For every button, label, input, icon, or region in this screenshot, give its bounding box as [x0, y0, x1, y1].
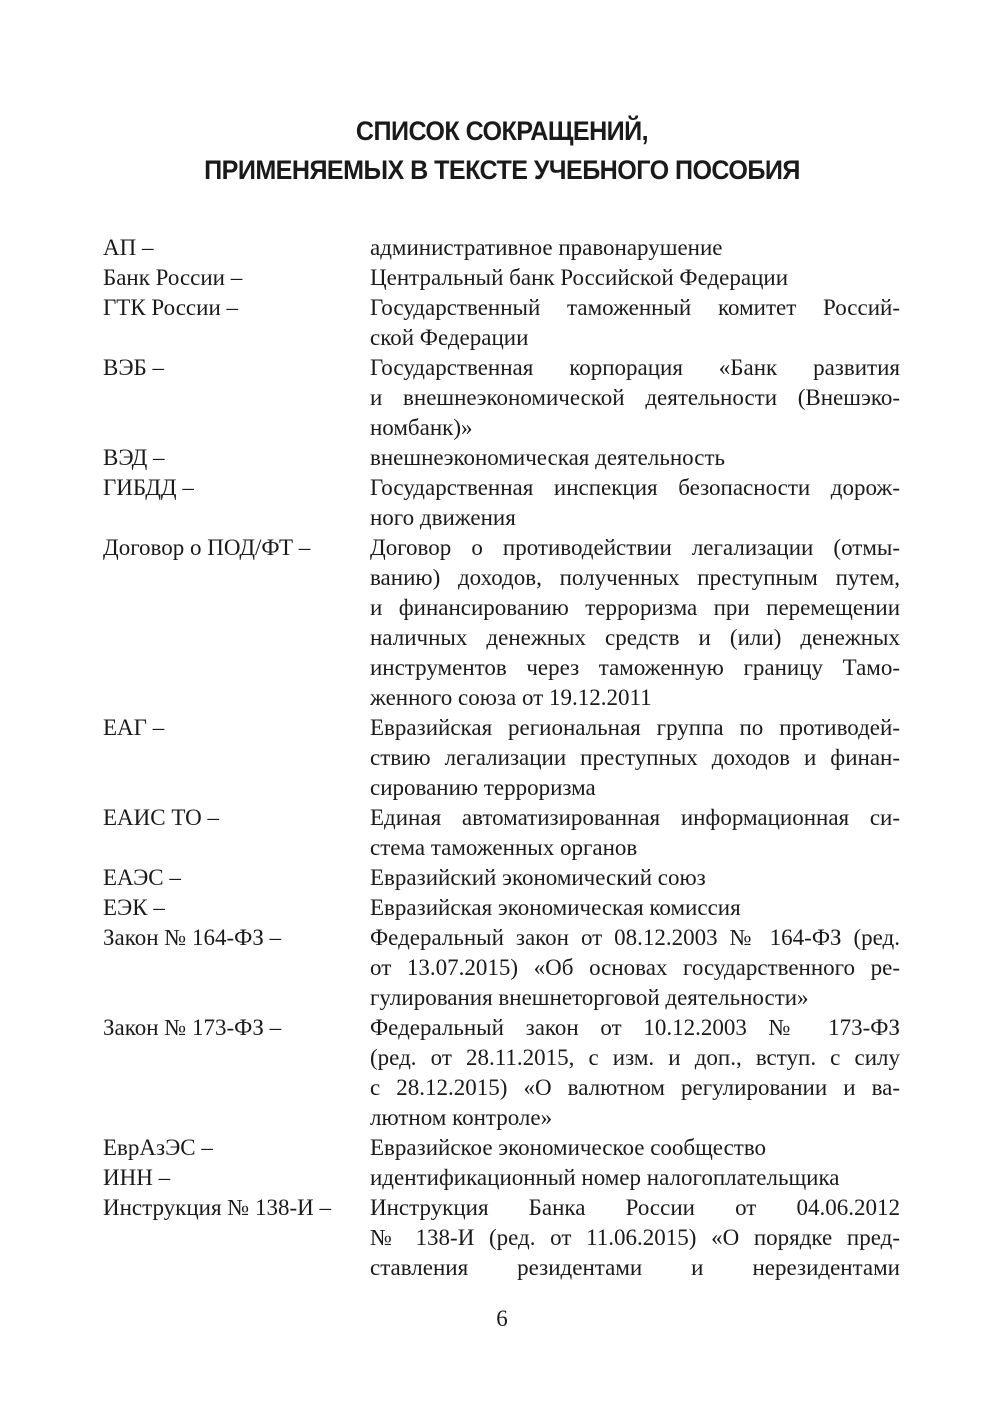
- definition-line: Федеральный закон от 08.12.2003 № 164-ФЗ (ред.: [370, 925, 900, 950]
- abbreviation-entry: [103, 1013, 900, 1133]
- abbreviation-term: Банк России –: [103, 265, 243, 290]
- abbreviation-definition: [370, 263, 900, 293]
- abbreviation-entry: [103, 863, 900, 893]
- abbreviation-definition: [370, 443, 900, 473]
- definition-line: Государственный таможенный комитет Россий-: [370, 295, 900, 320]
- definition-line: от 13.07.2015) «Об основах государственного ре-: [370, 955, 900, 980]
- abbreviation-term: ЕАИС ТО –: [103, 805, 219, 830]
- definition-line: ставления резидентами и нерезидентами: [370, 1255, 900, 1280]
- definition-line: Евразийский экономический союз: [370, 865, 706, 890]
- abbreviation-definition: [370, 233, 900, 263]
- abbreviation-definition: [370, 1013, 900, 1133]
- abbreviation-entry: [103, 293, 900, 353]
- definition-line: Евразийское экономическое сообщество: [370, 1135, 767, 1160]
- definition-line: административное правонарушение: [370, 235, 723, 260]
- definition-line: стема таможенных органов: [370, 835, 638, 860]
- definition-line: Центральный банк Российской Федерации: [370, 265, 789, 290]
- definition-line: и внешнеэкономической деятельности (Внешэко-: [370, 385, 900, 410]
- abbreviation-term: ВЭБ –: [103, 355, 164, 380]
- abbreviation-definition: [370, 923, 900, 1013]
- abbreviation-definition: [370, 293, 900, 353]
- abbreviation-term: Закон № 173-ФЗ –: [103, 1015, 282, 1040]
- definition-line: Инструкция Банка России от 04.06.2012: [370, 1195, 900, 1220]
- definition-line: № 138-И (ред. от 11.06.2015) «О порядке пред-: [370, 1225, 900, 1250]
- definition-line: инструментов через таможенную границу Тамо-: [370, 655, 900, 680]
- definition-line: гулирования внешнеторговой деятельности»: [370, 985, 809, 1010]
- abbreviation-entry: [103, 533, 900, 713]
- definition-line: сированию терроризма: [370, 775, 596, 800]
- abbreviation-term: ЕАЭС –: [103, 865, 181, 890]
- abbreviation-definition: [370, 1133, 900, 1163]
- abbreviation-definition: [370, 1163, 900, 1193]
- definition-line: идентификационный номер налогоплательщика: [370, 1165, 840, 1190]
- definition-line: номбанк)»: [370, 415, 473, 440]
- definition-line: ного движения: [370, 505, 516, 530]
- abbreviation-entry: [103, 233, 900, 263]
- abbreviation-entry: [103, 1163, 900, 1193]
- definition-line: наличных денежных средств и (или) денежных: [370, 625, 900, 650]
- abbreviation-term: ВЭД –: [103, 445, 165, 470]
- definition-line: Евразийская экономическая комиссия: [370, 895, 741, 920]
- abbreviation-definition: [370, 893, 900, 923]
- abbreviation-definition: [370, 713, 900, 803]
- abbreviation-entry: [103, 803, 900, 863]
- abbreviation-definition: [370, 353, 900, 443]
- abbreviation-term: ЕЭК –: [103, 895, 165, 920]
- abbreviation-entry: [103, 473, 900, 533]
- abbreviation-term: ЕврАзЭС –: [103, 1135, 213, 1160]
- definition-line: ванию) доходов, полученных преступным путем,: [370, 565, 900, 590]
- definition-line: Единая автоматизированная информационная си-: [370, 805, 900, 830]
- abbreviation-entry: [103, 443, 900, 473]
- definition-line: и финансированию терроризма при перемещении: [370, 595, 900, 620]
- abbreviation-entry: [103, 353, 900, 443]
- definition-line: женного союза от 19.12.2011: [370, 685, 652, 710]
- abbreviation-term: ЕАГ –: [103, 715, 165, 740]
- abbreviation-term: Договор о ПОД/ФТ –: [103, 535, 311, 560]
- page-title-line-1: СПИСОК СОКРАЩЕНИЙ,: [355, 116, 649, 146]
- abbreviation-term: ИНН –: [103, 1165, 171, 1190]
- page-title-line-2: ПРИМЕНЯЕМЫХ В ТЕКСТЕ УЧЕБНОГО ПОСОБИЯ: [204, 155, 800, 185]
- definition-line: с 28.12.2015) «О валютном регулировании и ва-: [370, 1075, 900, 1100]
- abbreviation-definition: [370, 863, 900, 893]
- abbreviation-entry: [103, 1133, 900, 1163]
- definition-line: Договор о противодействии легализации (отмы-: [370, 535, 900, 560]
- abbreviation-definition: [370, 803, 900, 863]
- abbreviation-term: Инструкция № 138-И –: [103, 1195, 331, 1220]
- page-title: [35, 112, 969, 190]
- page-number: 6: [496, 1306, 508, 1331]
- abbreviation-entry: [103, 893, 900, 923]
- abbreviation-term: ГИБДД –: [103, 475, 194, 500]
- definition-line: Государственная инспекция безопасности дорож-: [370, 475, 900, 500]
- abbreviation-list: [103, 233, 900, 1283]
- abbreviation-entry: [103, 713, 900, 803]
- definition-line: Евразийская региональная группа по противодей-: [370, 715, 900, 740]
- abbreviation-definition: [370, 533, 900, 713]
- abbreviation-term: Закон № 164-ФЗ –: [103, 925, 282, 950]
- definition-line: лютном контроле»: [370, 1105, 553, 1130]
- definition-line: (ред. от 28.11.2015, с изм. и доп., вступ. с силу: [370, 1045, 900, 1070]
- abbreviation-entry: [103, 923, 900, 1013]
- definition-line: Федеральный закон от 10.12.2003 № 173-ФЗ: [370, 1015, 900, 1040]
- abbreviation-definition: [370, 473, 900, 533]
- definition-line: Государственная корпорация «Банк развития: [370, 355, 900, 380]
- abbreviation-entry: [103, 1193, 900, 1283]
- abbreviation-term: ГТК России –: [103, 295, 239, 320]
- definition-line: внешнеэкономическая деятельность: [370, 445, 725, 470]
- abbreviation-term: АП –: [103, 235, 154, 260]
- definition-line: ской Федерации: [370, 325, 529, 350]
- abbreviation-entry: [103, 263, 900, 293]
- definition-line: ствию легализации преступных доходов и финан-: [370, 745, 900, 770]
- abbreviation-definition: [370, 1193, 900, 1283]
